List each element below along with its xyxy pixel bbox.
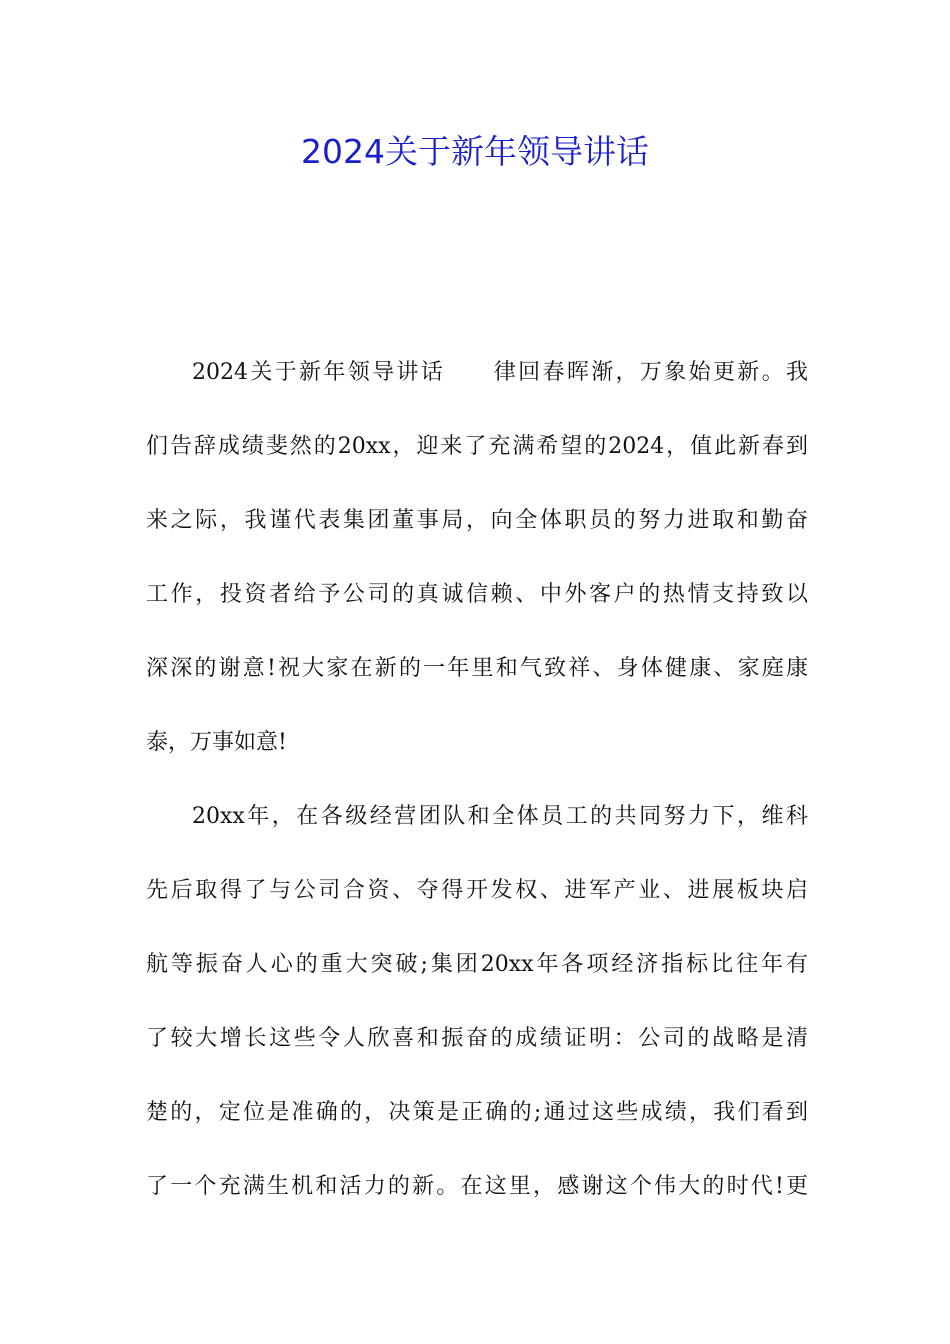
document-body bbox=[146, 336, 808, 1224]
paragraph-line: 了较大增长这些令人欣喜和振奋的成绩证明：公司的战略是清 bbox=[146, 1026, 808, 1051]
paragraph-line: 了一个充满生机和活力的新。在这里，感谢这个伟大的时代!更 bbox=[146, 1174, 808, 1199]
paragraph-line: 先后取得了与公司合资、夺得开发权、进军产业、进展板块启 bbox=[146, 878, 808, 903]
paragraph-line: 深深的谢意!祝大家在新的一年里和气致祥、身体健康、家庭康 bbox=[146, 656, 808, 681]
paragraph-line: 们告辞成绩斐然的20xx，迎来了充满希望的2024，值此新春到 bbox=[146, 434, 808, 459]
paragraph-line: 来之际，我谨代表集团董事局，向全体职员的努力进取和勤奋 bbox=[146, 508, 808, 533]
paragraph-line: 工作，投资者给予公司的真诚信赖、中外客户的热情支持致以 bbox=[146, 582, 808, 607]
paragraph-line: 泰，万事如意! bbox=[146, 730, 287, 755]
document-title: 2024关于新年领导讲话 bbox=[301, 132, 649, 171]
paragraph-line: 楚的，定位是准确的，决策是正确的;通过这些成绩，我们看到 bbox=[146, 1100, 808, 1125]
paragraph-line: 20xx年，在各级经营团队和全体员工的共同努力下，维科 bbox=[192, 804, 808, 829]
paragraph-line: 航等振奋人心的重大突破;集团20xx年各项经济指标比往年有 bbox=[146, 952, 808, 977]
paragraph-line: 2024关于新年领导讲话 律回春晖渐，万象始更新。我 bbox=[192, 360, 808, 385]
